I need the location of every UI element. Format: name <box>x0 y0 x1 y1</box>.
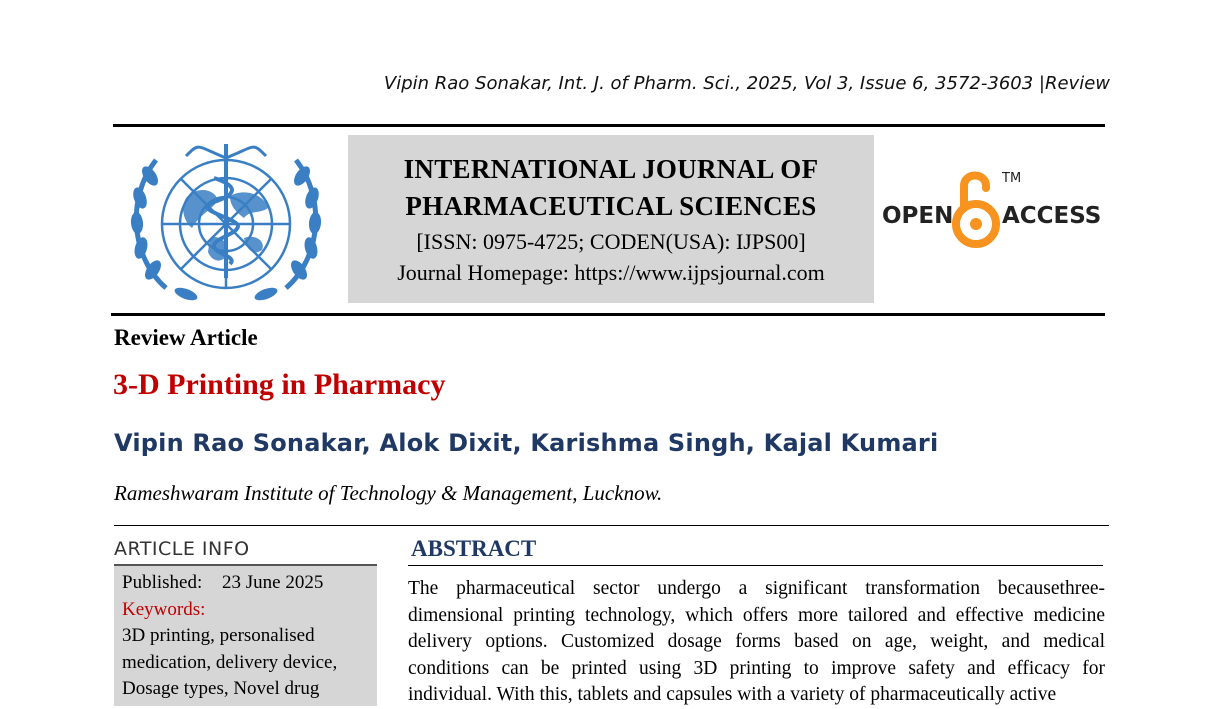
journal-homepage: Journal Homepage: https://www.ijpsjournal.com <box>397 260 825 285</box>
header-rule-top <box>113 124 1105 127</box>
article-title: 3-D Printing in Pharmacy <box>113 368 446 401</box>
keywords-line-3: Dosage types, Novel drug <box>122 678 320 699</box>
abstract-heading: ABSTRACT <box>411 536 537 561</box>
journal-issn: [ISSN: 0975-4725; CODEN(USA): IJPS00] <box>416 229 806 254</box>
article-authors: Vipin Rao Sonakar, Alok Dixit, Karishma Singh, Kajal Kumari <box>114 429 939 457</box>
published-date: 23 June 2025 <box>222 572 324 593</box>
header-rule-bottom <box>111 313 1105 316</box>
article-info-heading: ARTICLE INFO <box>114 538 250 560</box>
open-lock-icon <box>956 176 996 245</box>
published-row <box>122 570 369 597</box>
journal-emblem-logo <box>126 138 326 306</box>
running-header: Vipin Rao Sonakar, Int. J. of Pharm. Sci., 2025, Vol 3, Issue 6, 3572-3603 |Review <box>383 73 1110 94</box>
journal-title-line1: INTERNATIONAL JOURNAL OF <box>403 154 819 184</box>
journal-title-line2: PHARMACEUTICAL SCIENCES <box>405 191 817 221</box>
open-access-access-text: ACCESS <box>1002 203 1102 229</box>
article-affiliation: Rameshwaram Institute of Technology & Management, Lucknow. <box>114 481 663 505</box>
trademark-mark: TM <box>1002 171 1022 186</box>
abstract-text: The pharmaceutical sector undergo a significant transformation becausethree-dimensional printing technology, which offers more tailored and effective medicine delivery options. Customized dosage forms based on age, weight, and medical conditions can be printed using 3D printing to improve safety and efficacy for individual. With this, tablets and capsules with a variety of pharmaceutically active <box>408 578 1105 705</box>
published-label: Published: <box>122 572 203 593</box>
article-info-box <box>114 566 377 706</box>
keywords-line-1: 3D printing, personalised <box>122 625 315 646</box>
keywords-line-2: medication, delivery device, <box>122 651 338 673</box>
article-type: Review Article <box>114 325 258 350</box>
open-access-logo <box>880 166 1108 252</box>
open-access-open-text: OPEN <box>882 203 954 229</box>
section-divider <box>114 525 1109 526</box>
journal-title-box <box>348 135 874 303</box>
abstract-rule <box>408 565 1103 566</box>
keywords-label: Keywords: <box>122 598 206 620</box>
